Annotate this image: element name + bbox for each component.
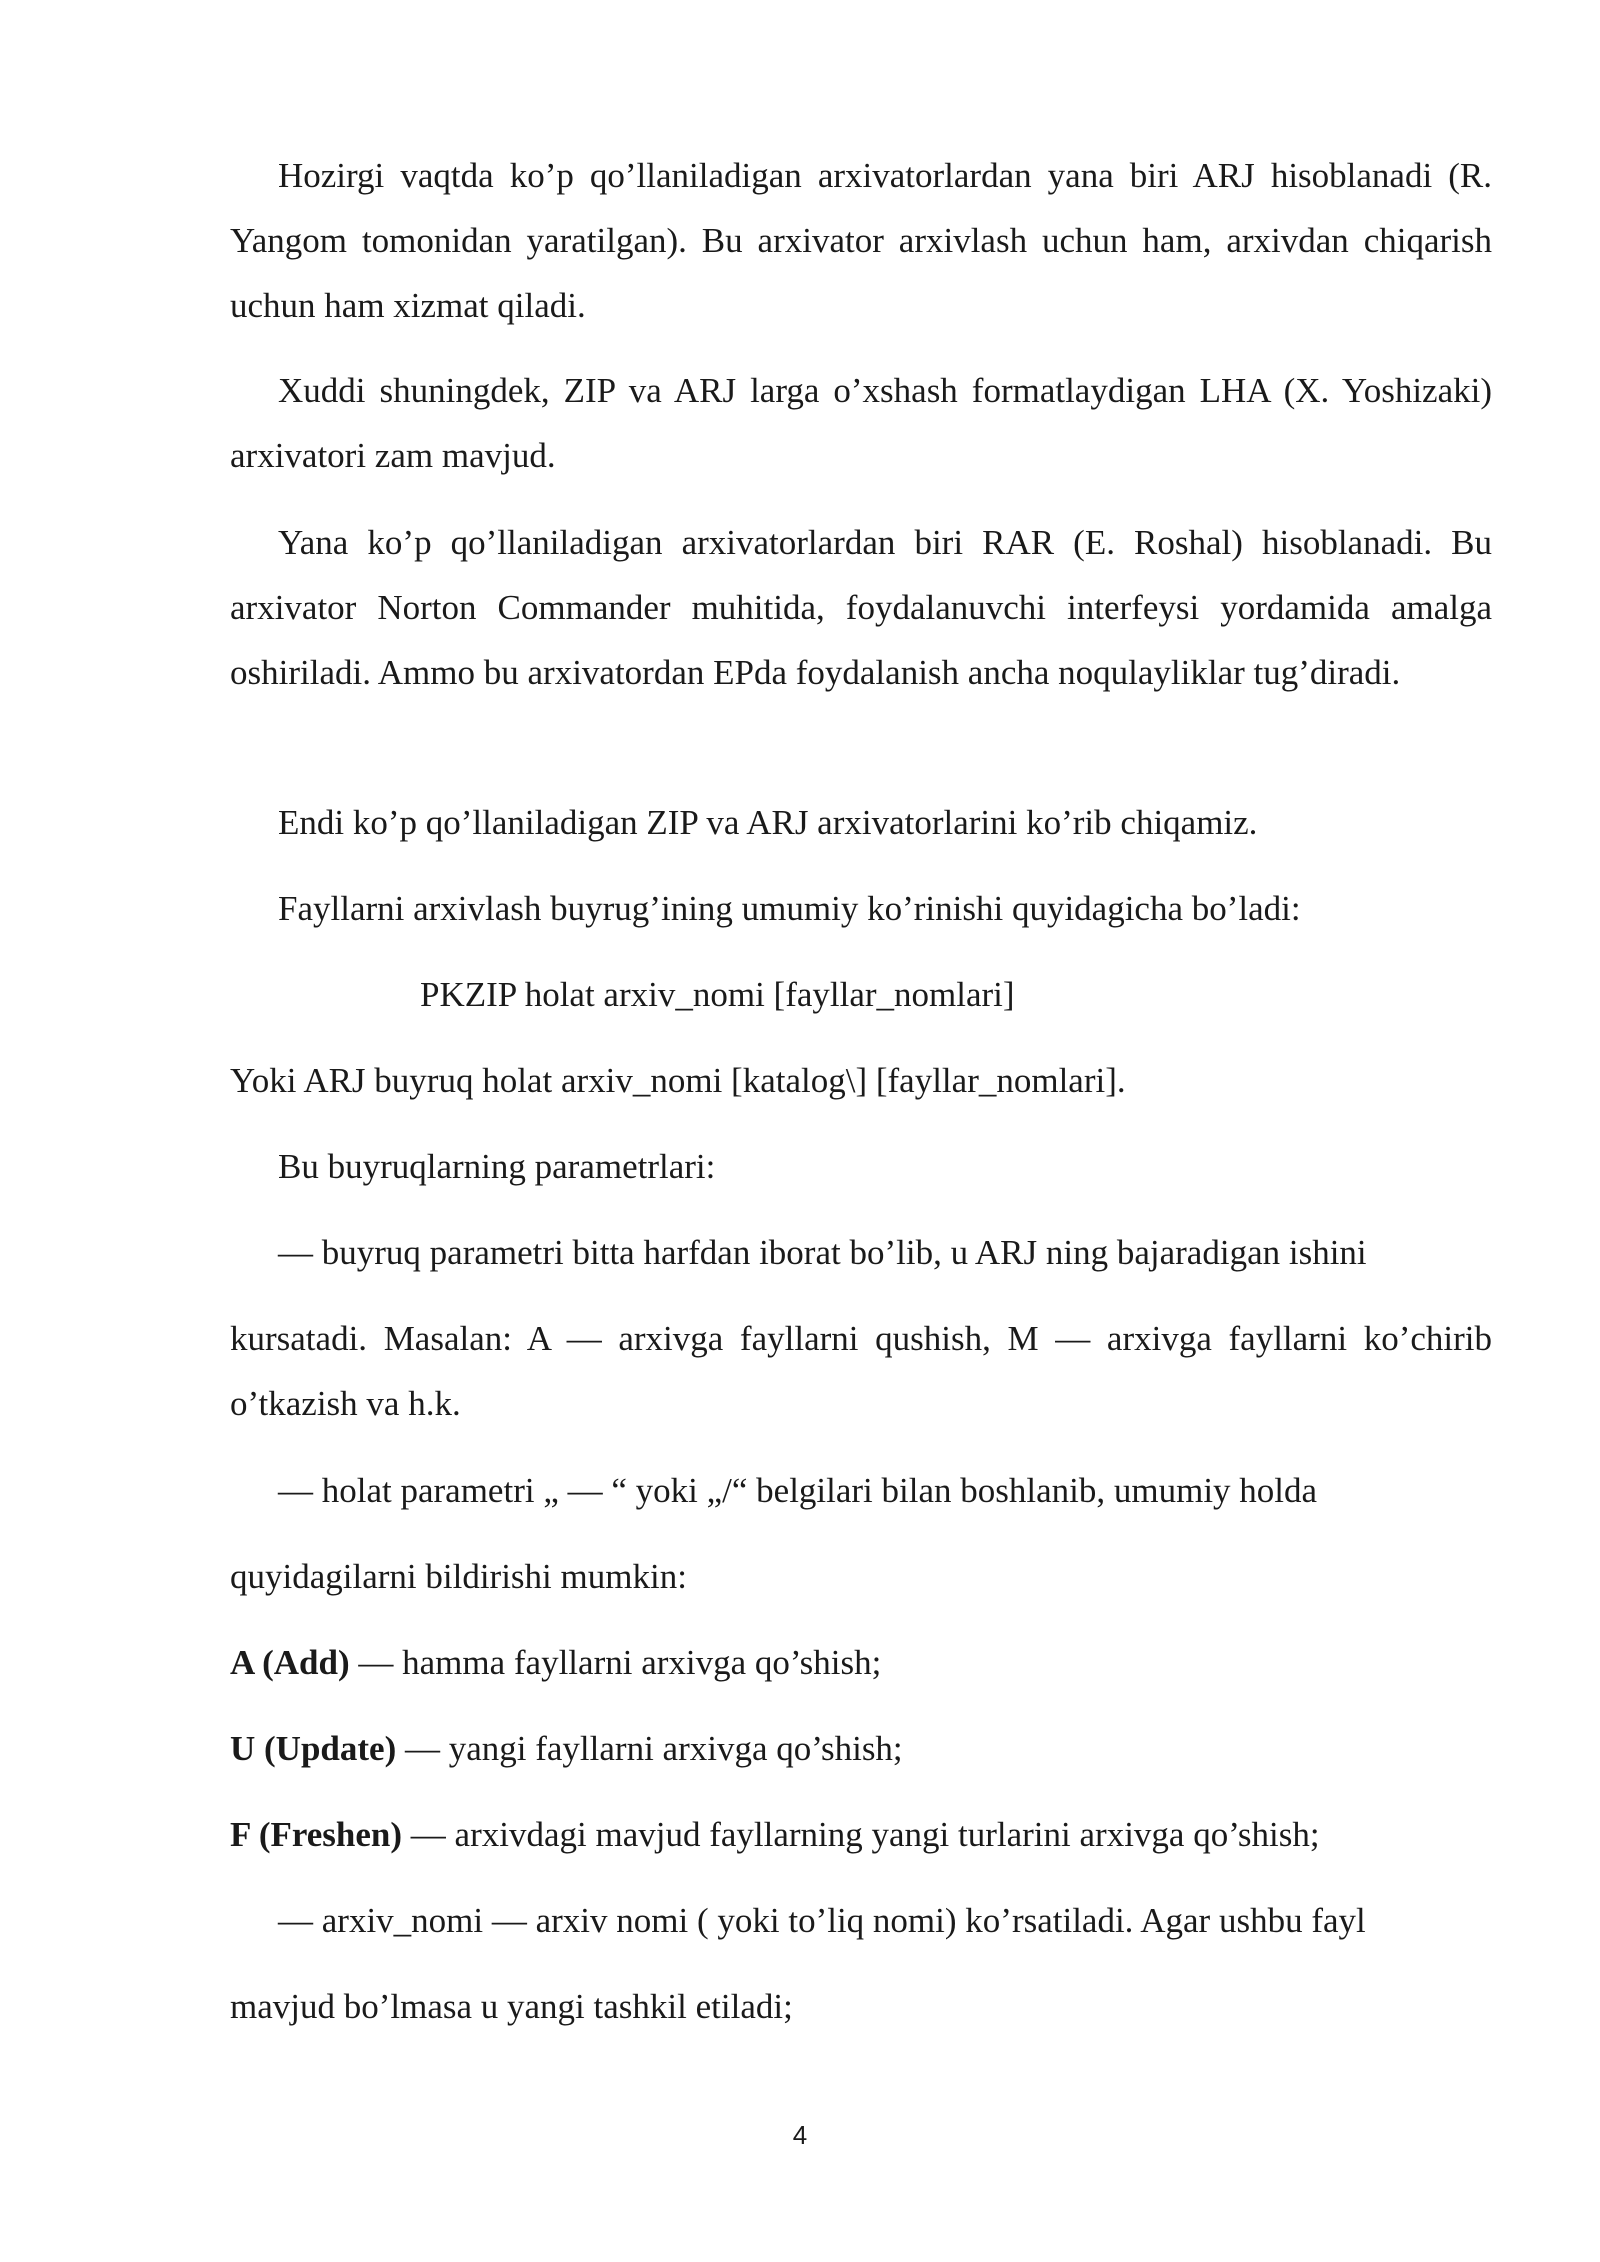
paragraph-command-form: Fayllarni arxivlash buyrug’ining umumiy ko’rinishi quyidagicha bo’ladi: bbox=[278, 889, 1301, 928]
mode-parameter-line: — holat parametri „ — “ yoki „/“ belgilari bilan boshlanib, umumiy holda bbox=[278, 1471, 1318, 1510]
archive-name-continuation: mavjud bo’lmasa u yangi tashkil etiladi; bbox=[230, 1987, 793, 2026]
command-syntax-pkzip: PKZIP holat arxiv_nomi [fayllar_nomlari] bbox=[420, 975, 1015, 1014]
option-term: U (Update) bbox=[230, 1729, 397, 1768]
option-description: — yangi fayllarni arxivga qo’shish; bbox=[396, 1729, 903, 1768]
mode-parameter-continuation: quyidagilarni bildirishi mumkin: bbox=[230, 1557, 687, 1596]
page-number: 4 bbox=[792, 2120, 808, 2150]
paragraph-zip-arj: Endi ko’p qo’llaniladigan ZIP va ARJ arxivatorlarini ko’rib chiqamiz. bbox=[278, 803, 1258, 842]
paragraph-rar: Yana ko’p qo’llaniladigan arxivatorlardan biri RAR (E. Roshal) hisoblanadi. Bu arxivator Norton Commander muhitida, foydalanuvchi interfeysi yordamida amalga oshiriladi. Ammo bu arxivatordan EPda foydalanish ancha noqulayliklar tug’diradi. bbox=[230, 523, 1492, 692]
option-freshen bbox=[230, 1802, 1492, 1867]
archive-name-parameter: — arxiv_nomi — arxiv nomi ( yoki to’liq nomi) ko’rsatiladi. Agar ushbu fayl bbox=[278, 1901, 1366, 1940]
command-syntax-arj: Yoki ARJ buyruq holat arxiv_nomi [katalog\] [fayllar_nomlari]. bbox=[230, 1061, 1126, 1100]
paragraph-lha: Xuddi shuningdek, ZIP va ARJ larga o’xshash formatlaydigan LHA (X. Yoshizaki) arxivatori zam mavjud. bbox=[230, 371, 1492, 475]
command-parameter-example: kursatadi. Masalan: A — arxivga fayllarni qushish, M — arxivga fayllarni ko’chirib o’tkazish va h.k. bbox=[230, 1319, 1492, 1423]
option-add bbox=[230, 1630, 1492, 1695]
option-term: F (Freshen) bbox=[230, 1815, 403, 1854]
parameters-heading: Bu buyruqlarning parametrlari: bbox=[278, 1147, 716, 1186]
option-update bbox=[230, 1716, 1492, 1781]
option-description: — hamma fayllarni arxivga qo’shish; bbox=[349, 1643, 882, 1682]
option-term: A (Add) bbox=[230, 1643, 350, 1682]
command-parameter-line: — buyruq parametri bitta harfdan iborat bo’lib, u ARJ ning bajaradigan ishini bbox=[278, 1233, 1367, 1272]
option-description: — arxivdagi mavjud fayllarning yangi turlarini arxivga qo’shish; bbox=[402, 1815, 1320, 1854]
paragraph-arj-intro: Hozirgi vaqtda ko’p qo’llaniladigan arxivatorlardan yana biri ARJ hisoblanadi (R. Yangom tomonidan yaratilgan). Bu arxivator arxivlash uchun ham, arxivdan chiqarish uchun ham xizmat qiladi. bbox=[230, 156, 1492, 325]
